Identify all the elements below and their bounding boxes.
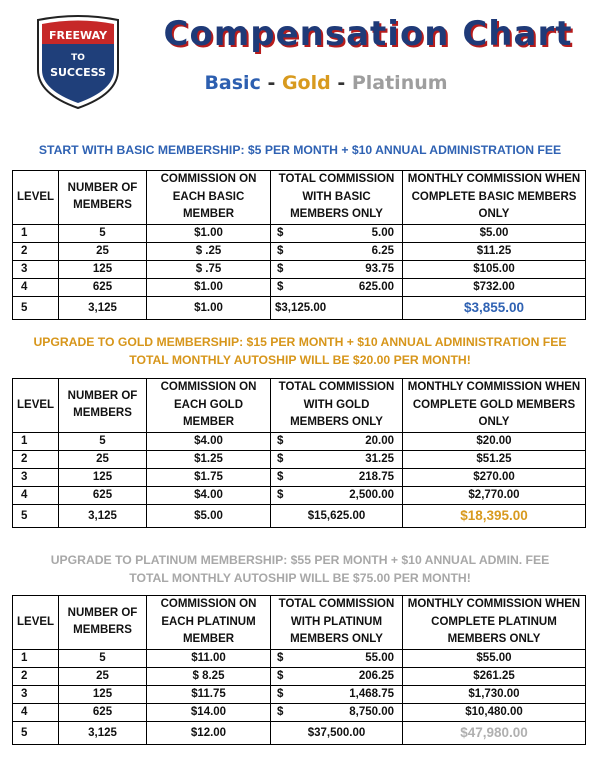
members-cell: 625 <box>59 703 147 721</box>
commission-cell: $14.00 <box>147 703 271 721</box>
gold-section-heading <box>0 333 600 369</box>
header-level: LEVEL <box>13 379 59 433</box>
total-cell <box>271 468 403 486</box>
currency-symbol: $ <box>277 471 284 483</box>
total-cell <box>271 667 403 685</box>
table-header-row <box>13 596 586 650</box>
level-cell: 4 <box>13 703 59 721</box>
subtitle-separator: - <box>260 72 282 94</box>
commission-cell: $ 8.25 <box>147 667 271 685</box>
total-cell <box>271 685 403 703</box>
table-row <box>13 432 586 450</box>
members-cell: 3,125 <box>59 296 147 319</box>
currency-symbol: $ <box>277 688 284 700</box>
commission-cell: $4.00 <box>147 486 271 504</box>
page-title: Compensation Chart <box>163 14 573 54</box>
table-row <box>13 504 586 527</box>
gold-heading-line: TOTAL MONTHLY AUTOSHIP WILL BE $20.00 PER MONTH! <box>129 353 471 367</box>
freeway-to-success-logo <box>34 14 122 110</box>
grand-monthly-cell: $47,980.00 <box>403 721 586 744</box>
members-cell: 5 <box>59 224 147 242</box>
total-cell <box>271 242 403 260</box>
total-cell: $37,500.00 <box>271 721 403 744</box>
monthly-cell: $261.25 <box>403 667 586 685</box>
table-row <box>13 278 586 296</box>
monthly-cell: $10,480.00 <box>403 703 586 721</box>
members-cell: 5 <box>59 432 147 450</box>
table-row <box>13 260 586 278</box>
members-cell: 125 <box>59 468 147 486</box>
level-cell: 4 <box>13 278 59 296</box>
monthly-cell: $2,770.00 <box>403 486 586 504</box>
commission-cell: $11.75 <box>147 685 271 703</box>
commission-cell: $5.00 <box>147 504 271 527</box>
subtitle-basic: Basic <box>204 72 261 94</box>
monthly-cell: $55.00 <box>403 649 586 667</box>
header-level: LEVEL <box>13 171 59 225</box>
commission-cell: $4.00 <box>147 432 271 450</box>
monthly-cell: $270.00 <box>403 468 586 486</box>
total-value: 6.25 <box>371 245 394 257</box>
total-cell <box>271 703 403 721</box>
level-cell: 1 <box>13 432 59 450</box>
total-cell <box>271 450 403 468</box>
commission-cell: $1.25 <box>147 450 271 468</box>
logo-line-freeway: FREEWAY <box>48 29 108 42</box>
gold-commission-table <box>12 378 586 528</box>
monthly-cell: $1,730.00 <box>403 685 586 703</box>
level-cell: 5 <box>13 504 59 527</box>
total-value: 1,468.75 <box>349 688 394 700</box>
header-monthly-commission: MONTHLY COMMISSION WHEN COMPLETE GOLD MEMBERS ONLY <box>403 379 586 433</box>
total-cell <box>271 224 403 242</box>
monthly-cell: $105.00 <box>403 260 586 278</box>
header-level: LEVEL <box>13 596 59 650</box>
currency-symbol: $ <box>277 489 284 501</box>
basic-section-heading <box>0 141 600 159</box>
level-cell: 5 <box>13 721 59 744</box>
table-row <box>13 667 586 685</box>
level-cell: 4 <box>13 486 59 504</box>
header-total-commission: TOTAL COMMISSION WITH BASIC MEMBERS ONLY <box>271 171 403 225</box>
header-commission-each: COMMISSION ON EACH GOLD MEMBER <box>147 379 271 433</box>
currency-symbol: $ <box>277 670 284 682</box>
currency-symbol: $ <box>277 706 284 718</box>
level-cell: 2 <box>13 242 59 260</box>
members-cell: 625 <box>59 278 147 296</box>
basic-heading-line: START WITH BASIC MEMBERSHIP: $5 PER MONTH + $10 ANNUAL ADMINISTRATION FEE <box>38 143 562 157</box>
header-commission-each: COMMISSION ON EACH PLATINUM MEMBER <box>147 596 271 650</box>
total-value: 31.25 <box>365 453 394 465</box>
table-row <box>13 721 586 744</box>
total-value: 93.75 <box>365 263 394 275</box>
basic-commission-table <box>12 170 586 320</box>
platinum-heading-line: TOTAL MONTHLY AUTOSHIP WILL BE $75.00 PER MONTH! <box>129 571 471 585</box>
currency-symbol: $ <box>277 281 284 293</box>
commission-cell: $1.75 <box>147 468 271 486</box>
members-cell: 3,125 <box>59 721 147 744</box>
monthly-cell: $5.00 <box>403 224 586 242</box>
total-cell: $3,125.00 <box>271 296 403 319</box>
subtitle-separator: - <box>330 72 352 94</box>
level-cell: 2 <box>13 667 59 685</box>
header-total-commission: TOTAL COMMISSION WITH GOLD MEMBERS ONLY <box>271 379 403 433</box>
platinum-section-heading <box>0 551 600 587</box>
total-cell: $15,625.00 <box>271 504 403 527</box>
members-cell: 5 <box>59 649 147 667</box>
table-header-row <box>13 379 586 433</box>
total-value: 5.00 <box>371 227 394 239</box>
members-cell: 125 <box>59 260 147 278</box>
table-row <box>13 649 586 667</box>
total-value: 206.25 <box>358 670 394 682</box>
total-value: 2,500.00 <box>349 489 394 501</box>
platinum-heading-line: UPGRADE TO PLATINUM MEMBERSHIP: $55 PER MONTH + $10 ANNUAL ADMIN. FEE <box>50 553 550 567</box>
header-monthly-commission: MONTHLY COMMISSION WHEN COMPLETE PLATINUM MEMBERS ONLY <box>403 596 586 650</box>
table-row <box>13 703 586 721</box>
header-number-of-members: NUMBER OF MEMBERS <box>59 171 147 225</box>
commission-cell: $1.00 <box>147 296 271 319</box>
total-value: 55.00 <box>365 652 394 664</box>
table-row <box>13 450 586 468</box>
currency-symbol: $ <box>277 435 284 447</box>
total-cell <box>271 649 403 667</box>
subtitle-gold: Gold <box>281 72 331 94</box>
platinum-commission-table <box>12 595 586 745</box>
table-row <box>13 242 586 260</box>
header-commission-each: COMMISSION ON EACH BASIC MEMBER <box>147 171 271 225</box>
header-monthly-commission: MONTHLY COMMISSION WHEN COMPLETE BASIC MEMBERS ONLY <box>403 171 586 225</box>
commission-cell: $ .25 <box>147 242 271 260</box>
members-cell: 125 <box>59 685 147 703</box>
table-row <box>13 486 586 504</box>
total-cell <box>271 432 403 450</box>
table-row <box>13 685 586 703</box>
grand-monthly-cell: $18,395.00 <box>403 504 586 527</box>
monthly-cell: $11.25 <box>403 242 586 260</box>
table-row <box>13 296 586 319</box>
level-cell: 1 <box>13 649 59 667</box>
total-value: 20.00 <box>365 435 394 447</box>
monthly-cell: $732.00 <box>403 278 586 296</box>
membership-tiers-subtitle <box>148 72 504 94</box>
members-cell: 625 <box>59 486 147 504</box>
logo-line-success: SUCCESS <box>50 66 106 79</box>
gold-heading-line: UPGRADE TO GOLD MEMBERSHIP: $15 PER MONTH + $10 ANNUAL ADMINISTRATION FEE <box>33 335 567 349</box>
members-cell: 3,125 <box>59 504 147 527</box>
currency-symbol: $ <box>277 227 284 239</box>
total-value: 8,750.00 <box>349 706 394 718</box>
total-cell <box>271 278 403 296</box>
commission-cell: $11.00 <box>147 649 271 667</box>
currency-symbol: $ <box>277 453 284 465</box>
members-cell: 25 <box>59 242 147 260</box>
header-number-of-members: NUMBER OF MEMBERS <box>59 379 147 433</box>
currency-symbol: $ <box>277 652 284 664</box>
commission-cell: $12.00 <box>147 721 271 744</box>
currency-symbol: $ <box>277 245 284 257</box>
members-cell: 25 <box>59 450 147 468</box>
table-row <box>13 224 586 242</box>
monthly-cell: $20.00 <box>403 432 586 450</box>
total-value: 218.75 <box>358 471 394 483</box>
level-cell: 2 <box>13 450 59 468</box>
level-cell: 3 <box>13 468 59 486</box>
commission-cell: $1.00 <box>147 224 271 242</box>
members-cell: 25 <box>59 667 147 685</box>
logo-line-to: TO <box>71 53 85 63</box>
total-value: 625.00 <box>358 281 394 293</box>
commission-cell: $1.00 <box>147 278 271 296</box>
subtitle-platinum: Platinum <box>351 72 448 94</box>
table-header-row <box>13 171 586 225</box>
grand-monthly-cell: $3,855.00 <box>403 296 586 319</box>
level-cell: 1 <box>13 224 59 242</box>
table-row <box>13 468 586 486</box>
level-cell: 3 <box>13 685 59 703</box>
currency-symbol: $ <box>277 263 284 275</box>
total-cell <box>271 260 403 278</box>
level-cell: 5 <box>13 296 59 319</box>
total-cell <box>271 486 403 504</box>
level-cell: 3 <box>13 260 59 278</box>
header-total-commission: TOTAL COMMISSION WITH PLATINUM MEMBERS ONLY <box>271 596 403 650</box>
monthly-cell: $51.25 <box>403 450 586 468</box>
commission-cell: $ .75 <box>147 260 271 278</box>
header-number-of-members: NUMBER OF MEMBERS <box>59 596 147 650</box>
